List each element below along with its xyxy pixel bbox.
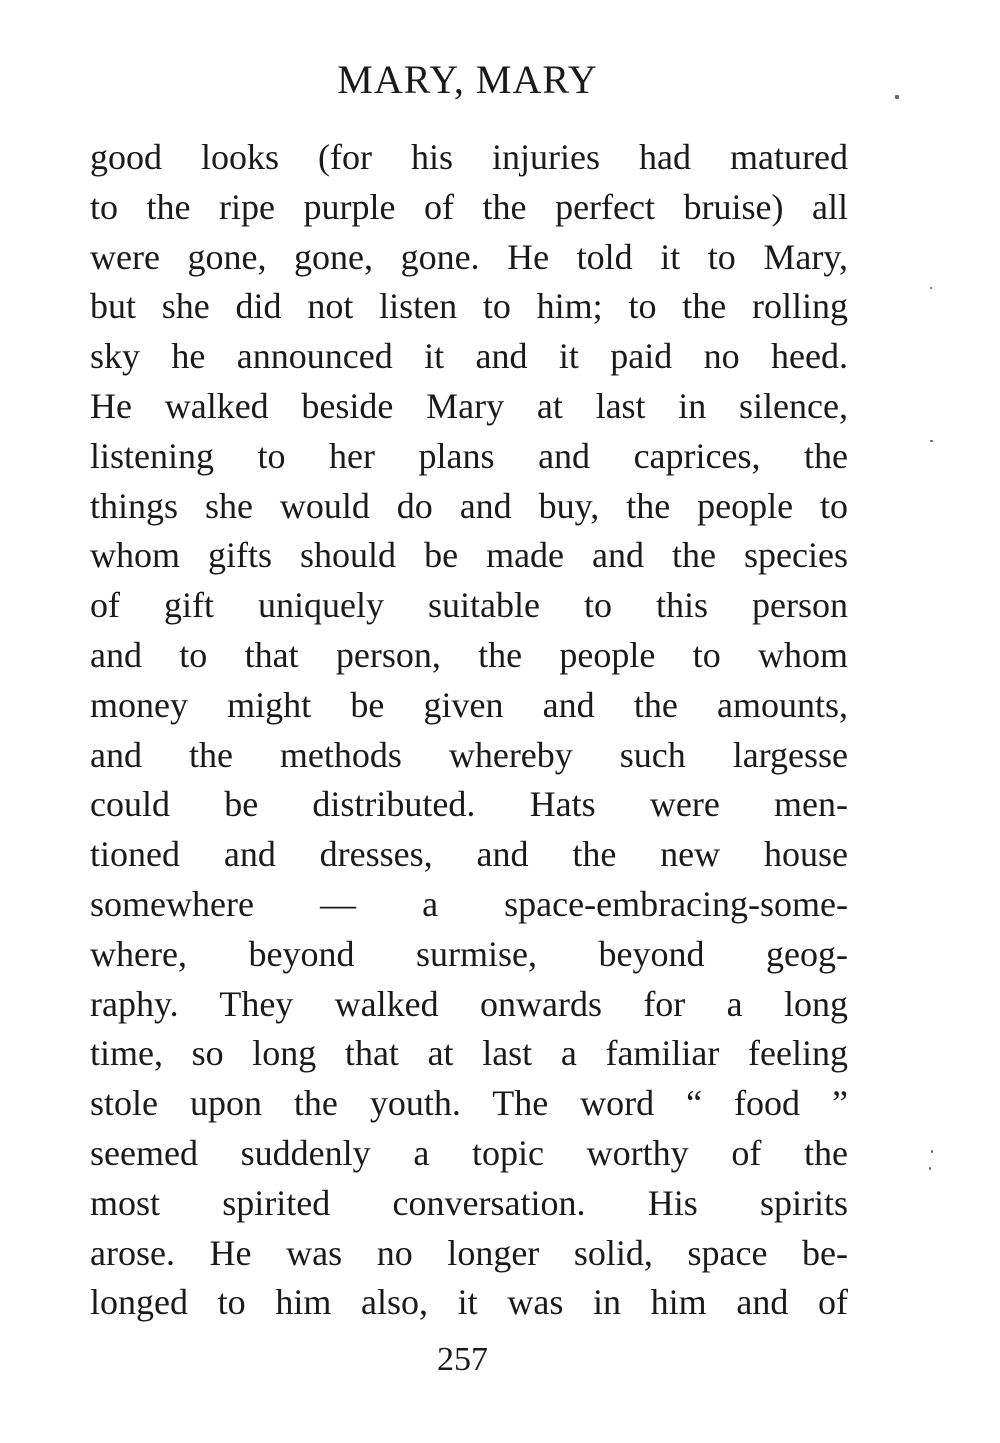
text-line: listening to her plans and caprices, the — [90, 435, 848, 476]
text-line: seemed suddenly a topic worthy of the — [90, 1132, 848, 1173]
scan-speck — [929, 1167, 931, 1170]
text-line: and to that person, the people to whom — [90, 634, 848, 675]
text-line: somewhere — a space-embracing-some- — [90, 883, 848, 924]
scan-speck — [895, 95, 899, 99]
text-line: most spirited conversation. His spirits — [90, 1182, 848, 1223]
running-header: MARY, MARY — [337, 57, 598, 102]
page-number: 257 — [437, 1341, 488, 1378]
text-line: good looks (for his injuries had matured — [90, 137, 848, 177]
text-line: tioned and dresses, and the new house — [90, 834, 848, 875]
page-body-text — [90, 133, 848, 1328]
text-line: time, so long that at last a familiar feeling — [90, 1033, 848, 1074]
text-line: to the ripe purple of the perfect bruise) all — [90, 186, 848, 227]
text-line: where, beyond surmise, beyond geog- — [90, 933, 848, 974]
scan-speck — [930, 440, 933, 442]
text-line: stole upon the youth. The word “ food ” — [90, 1083, 848, 1124]
text-line: He walked beside Mary at last in silence, — [90, 385, 848, 426]
text-line: but she did not listen to him; to the rolling — [90, 286, 848, 327]
text-line: sky he announced it and it paid no heed. — [90, 336, 848, 377]
text-line: of gift uniquely suitable to this person — [90, 585, 848, 626]
text-line: raphy. They walked onwards for a long — [90, 983, 848, 1024]
text-line: were gone, gone, gone. He told it to Mary, — [90, 236, 848, 277]
text-line: longed to him also, it was in him and of — [90, 1282, 848, 1323]
scan-speck — [930, 287, 932, 289]
text-line: things she would do and buy, the people to — [90, 485, 848, 526]
text-line: money might be given and the amounts, — [90, 684, 848, 725]
text-line: whom gifts should be made and the species — [90, 535, 848, 576]
text-line: arose. He was no longer solid, space be- — [90, 1232, 848, 1273]
text-line: and the methods whereby such largesse — [90, 734, 848, 775]
scan-speck — [931, 1150, 933, 1153]
text-line: could be distributed. Hats were men- — [90, 784, 848, 825]
